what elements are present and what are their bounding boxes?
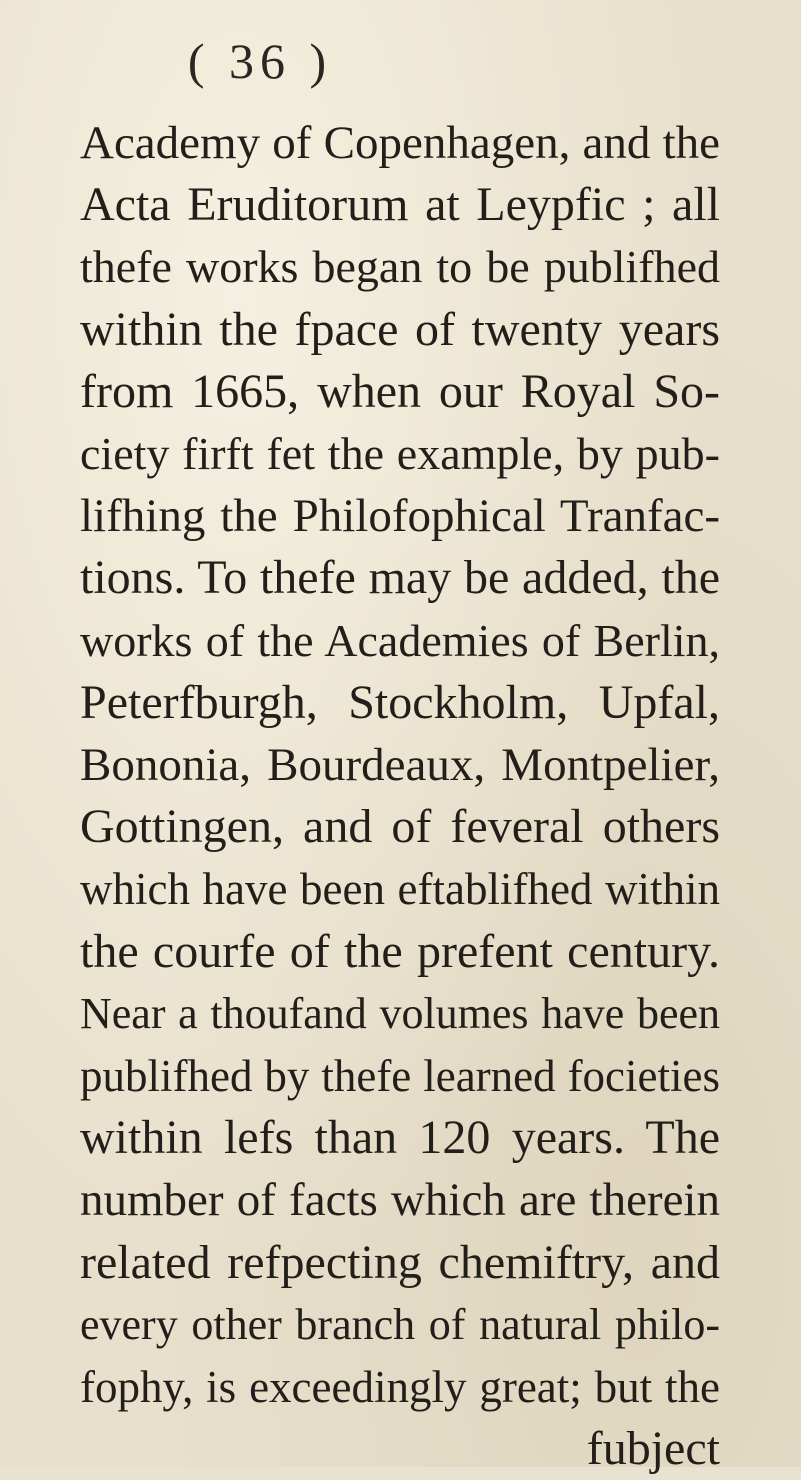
text-line: within lefs than 120 years. The bbox=[80, 1111, 720, 1165]
text-line: Near a thoufand volumes have been bbox=[80, 988, 720, 1038]
text-line: Bononia, Bourdeaux, Montpelier, bbox=[80, 739, 720, 792]
text-line: fophy, is exceedingly great; but the bbox=[80, 1362, 720, 1413]
page-number: ( 36 ) bbox=[187, 33, 333, 89]
text-line: Academy of Copenhagen, and the bbox=[80, 117, 720, 169]
text-line: from 1665, when our Royal So- bbox=[80, 364, 720, 418]
text-line: within the fpace of twenty years bbox=[80, 302, 720, 356]
text-line: every other branch of natural philo- bbox=[80, 1299, 720, 1349]
text-line: lifhing the Philofophical Tranfac- bbox=[80, 490, 720, 543]
text-line: the courfe of the prefent century. bbox=[80, 924, 720, 978]
text-line: number of facts which are therein bbox=[80, 1174, 720, 1227]
text-line: ciety firft fet the example, by pub- bbox=[80, 428, 720, 480]
text-line: Gottingen, and of feveral others bbox=[80, 800, 720, 854]
text-line: Acta Eruditorum at Leypfic ; all bbox=[80, 178, 720, 232]
body-text bbox=[80, 112, 720, 1480]
text-line: works of the Academies of Berlin, bbox=[80, 614, 720, 666]
text-line: related refpecting chemiftry, and bbox=[80, 1235, 720, 1289]
text-line: which have been eftablifhed within bbox=[80, 864, 720, 915]
text-line: tions. To thefe may be added, the bbox=[80, 551, 720, 605]
text-line: publifhed by thefe learned focieties bbox=[80, 1051, 720, 1102]
text-line: thefe works began to be publifhed bbox=[80, 241, 720, 293]
text-line: Peterfburgh, Stockholm, Upfal, bbox=[80, 675, 720, 729]
catchword: fubject bbox=[586, 1422, 720, 1476]
